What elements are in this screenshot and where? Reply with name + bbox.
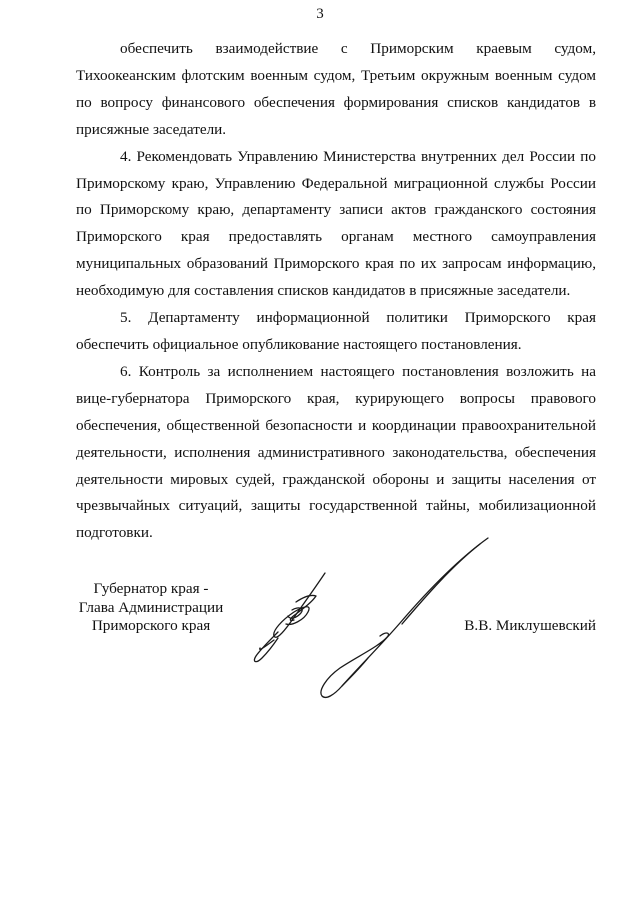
- paragraph-continuation: обеспечить взаимодействие с Приморским краевым судом, Тихоокеанским флотским военным судом, Третьим окружным военным судом по вопросу финансового обеспечения формирования списков кандидатов в присяжные заседатели.: [76, 40, 596, 138]
- signatory-title-block: [76, 580, 226, 636]
- signatory-title-line-2: Глава Администрации: [78, 598, 224, 616]
- signatory-title-line-1: Губернатор края -: [93, 580, 209, 597]
- signatory-title-line-3: Приморского края: [91, 617, 211, 634]
- signatory-name: В.В. Миклушевский: [464, 617, 596, 634]
- paragraph-item-5: 5. Департаменту информационной политики Приморского края обеспечить официальное опубликование настоящего постановления.: [76, 309, 596, 353]
- paragraph-item-6: 6. Контроль за исполнением настоящего постановления возложить на вице-губернатора Приморского края, курирующего вопросы правового обеспечения, общественной безопасности и координации правоохранительной деятельности, исполнения административного законодательства, обеспечения деятельности мировых судей, гражданской обороны и защиты населения от чрезвычайных ситуаций, защиты государственной тайны, мобилизационной подготовки.: [76, 362, 596, 542]
- paragraph-item-4: 4. Рекомендовать Управлению Министерства внутренних дел России по Приморскому краю, Управлению Федеральной миграционной службы России по Приморскому краю, департаменту записи актов гражданского состояния Приморского края предоставлять органам местного самоуправления муниципальных образований Приморского края по их запросам информацию, необходимую для составления списков кандидатов в присяжные заседатели.: [76, 147, 596, 300]
- page-number: 3: [316, 6, 324, 22]
- document-body: [76, 36, 596, 547]
